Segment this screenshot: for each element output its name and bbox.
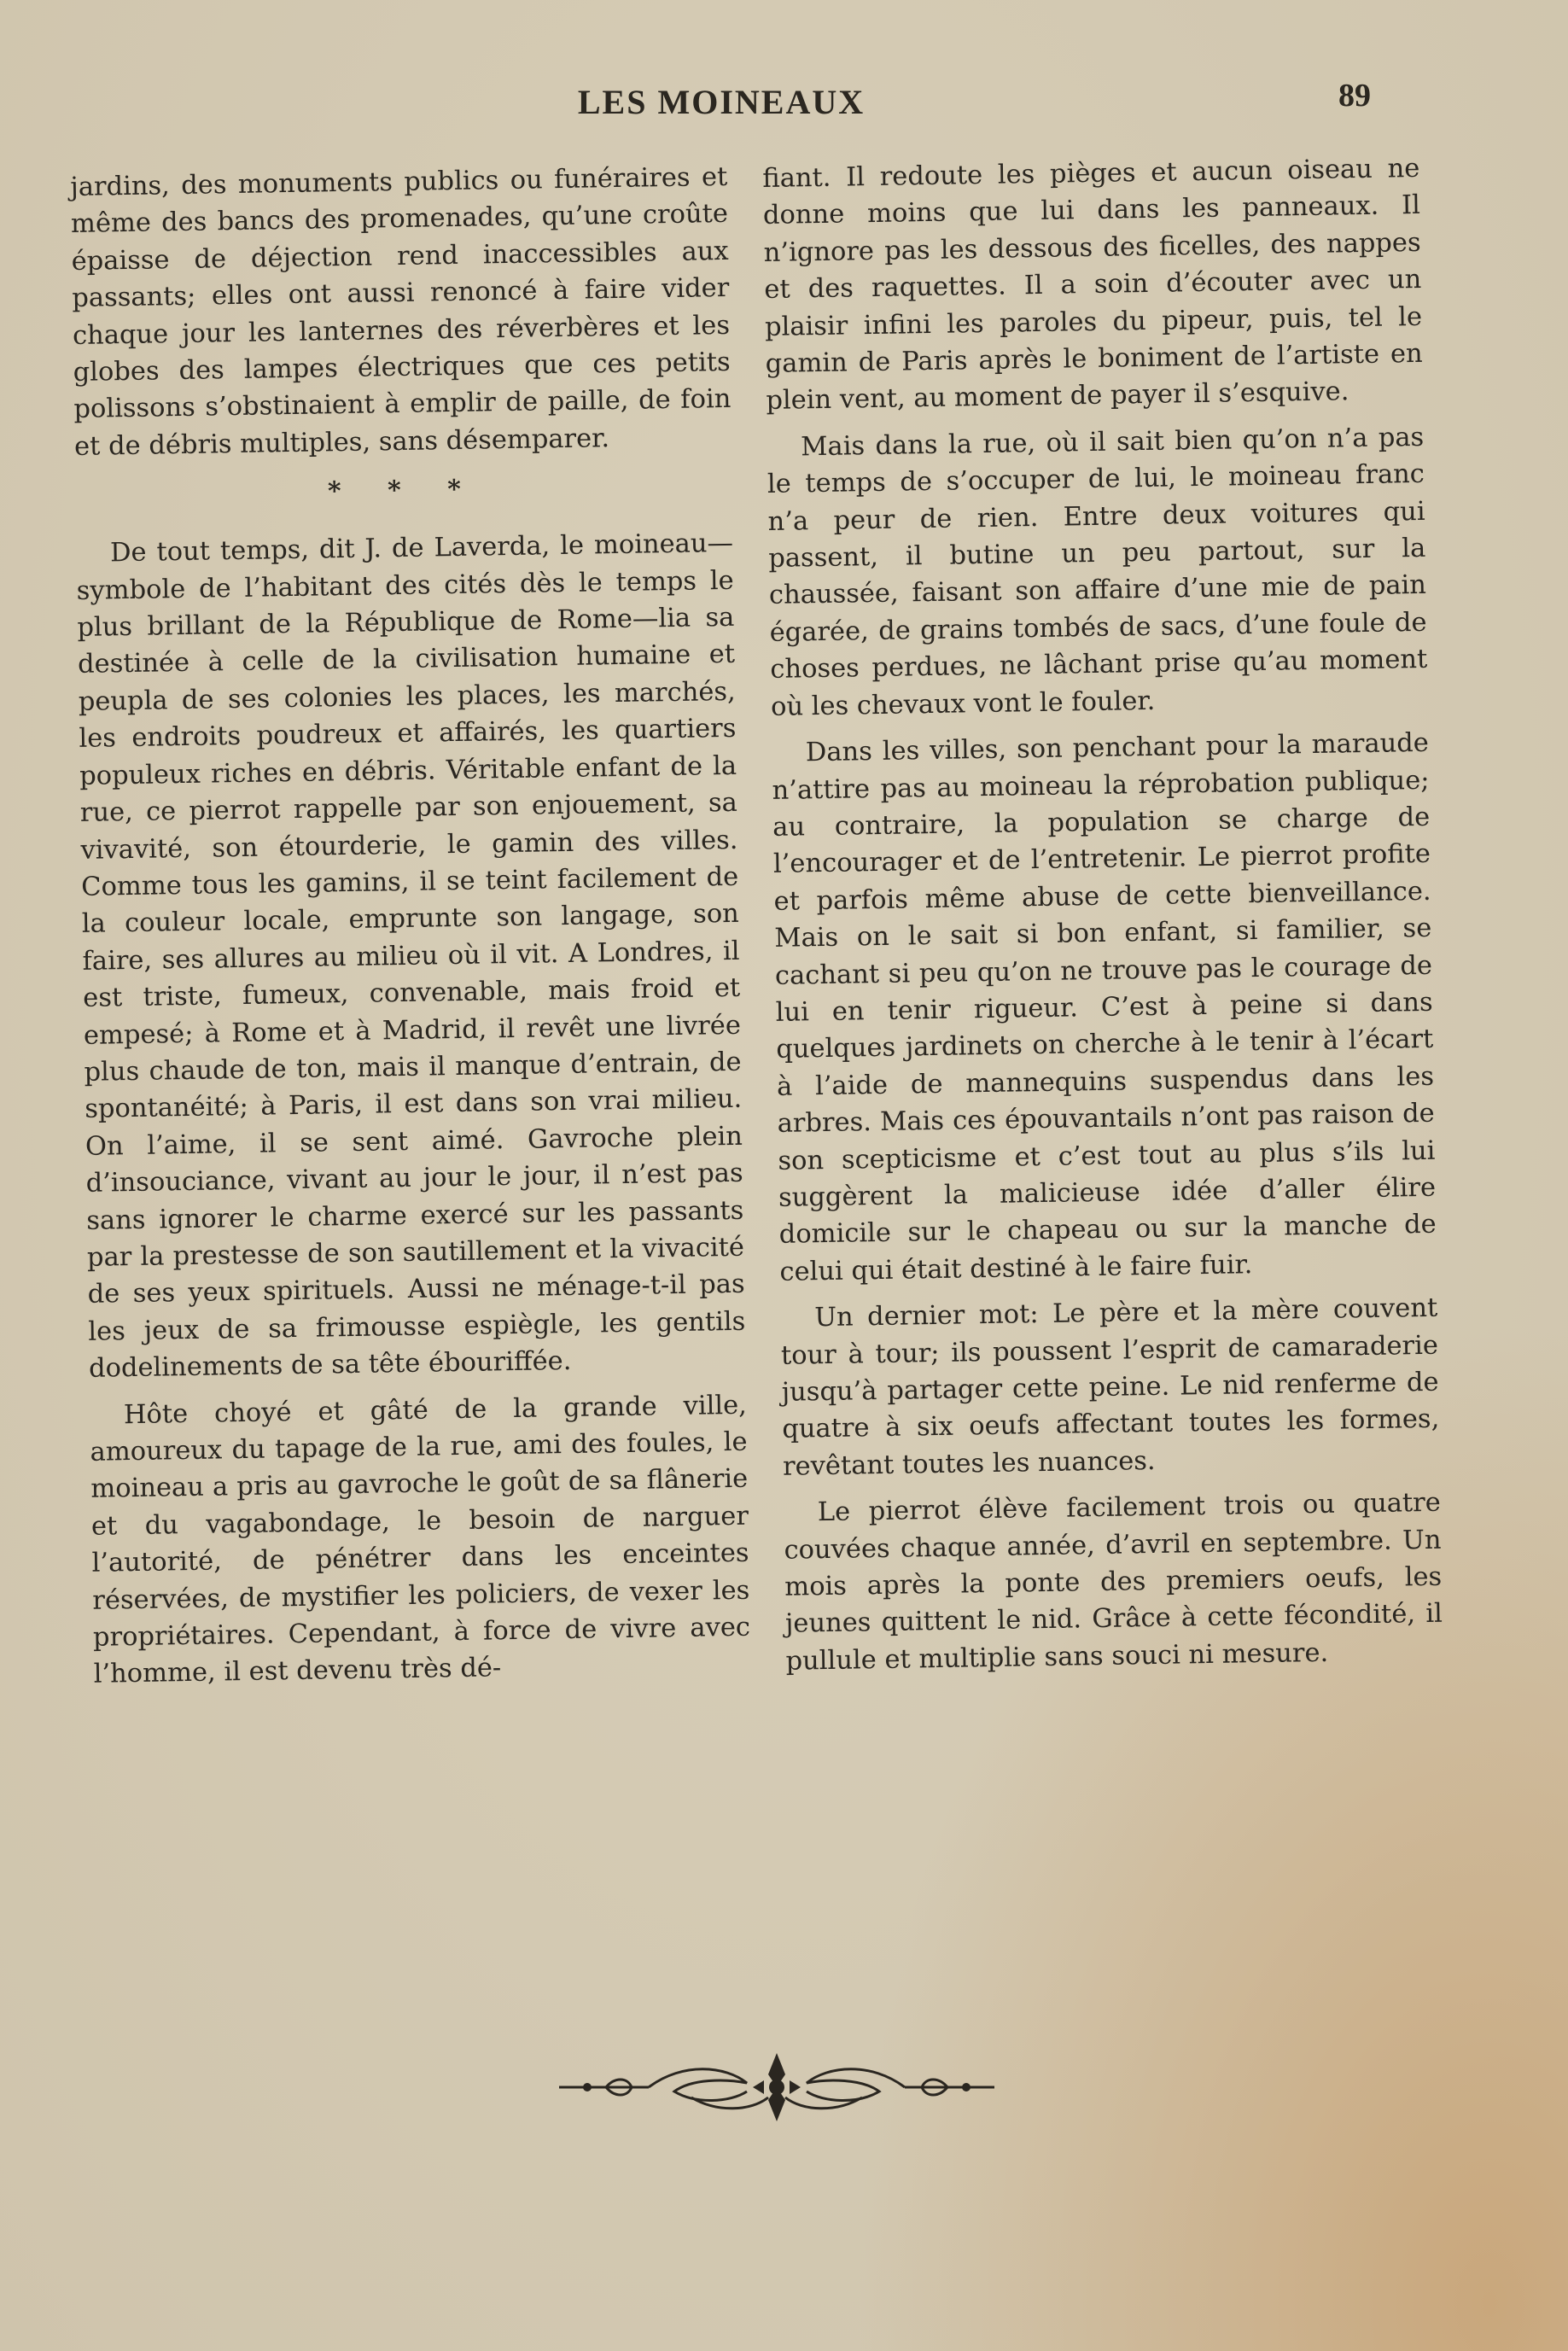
ornament-icon (555, 2045, 999, 2130)
paragraph: Hôte choyé et gâté de la grande ville, amoureux du tapage de la rue, ami des foules, le moineau a pris au gavroche le goût de sa flânerie et du vagabondage, le besoin de narguer l’autorité, de pénétrer dans les enceintes réservées, de mystifier les policiers, de vexer les propriétaires. Cependant, à force de vivre avec l’homme, il est devenu très dé- (90, 1390, 751, 1690)
section-separator: * * * (327, 474, 481, 507)
paragraph: fiant. Il redoute les pièges et aucun oiseau ne donne moins que lui dans les panneaux. Il n’ignore pas les dessous des ficelles, des nappes et des raquettes. Il a soin d’écouter avec un plaisir infini les paroles du pipeur, puis, tel le gamin de Paris après le boniment de l’artiste en plein vent, au moment de payer il s’esquive. (762, 153, 1423, 417)
running-title: LES MOINEAUX (577, 83, 866, 121)
right-column (762, 150, 1443, 1689)
paragraph: Dans les villes, son penchant pour la maraude n’attire pas au moineau la réprobation publique; au contraire, la population se charge de l’encourager et de l’entretenir. Le pierrot profite et parfois même abuse de cette bienveillance. Mais on le sait si bon enfant, si familier, se cachant si peu qu’on ne trouve pas le courage de lui en tenir rigueur. C’est à peine si dans quelques jardinets on cherche à le tenir à l’écart à l’aide de mannequins suspendus dans les arbres. Mais ces épouvantails n’ont pas raison de son scepticisme et c’est tout au plus s’ils lui suggèrent la malicieuse idée d’aller élire domicile sur le chapeau ou sur la manche de celui qui était destiné à le faire fuir. (772, 727, 1437, 1287)
page-number: 89 (1338, 78, 1371, 114)
paragraph: Un dernier mot: Le père et la mère couvent tour à tour; ils poussent l’esprit de camaraderie jusqu’à partager cette peine. Le nid renferme de quatre à six oeufs affectant toutes les formes, revêtant toutes les nuances. (780, 1292, 1440, 1482)
paragraph: De tout temps, dit J. de Laverda, le moineau—symbole de l’habitant des cités dès le temps le plus brillant de la République de Rome—lia sa destinée à celle de la civilisation humaine et peupla de ses colonies les places, les marchés, les endroits poudreux et affairés, les quartiers populeux riches en débris. Véritable enfant de la rue, ce pierrot rappelle par son enjouement, sa vivavité, son étourderie, le gamin des villes. Comme tous les gamins, il se teint facilement de la couleur locale, emprunte son langage, son faire, ses allures au milieu où il vit. A Londres, il est triste, fumeux, convenable, mais froid et empesé; à Rome et à Madrid, il revêt une livrée plus chaude de ton, mais il manque d’entrain, de spontanéité; à Paris, il est dans son vrai milieu. On l’aime, il se sent aimé. Gavroche plein d’insouciance, vivant au jour le jour, il n’est pas sans ignorer le charme exercé sur les passants par la prestesse de son sautillement et la vivacité de ses yeux spirituels. Aussi ne ménage-t-il pas les jeux de sa frimousse espiègle, les gentils dodelinements de sa tête ébouriffée. (76, 528, 746, 1385)
left-column (70, 159, 751, 1703)
paragraph: Mais dans la rue, où il sait bien qu’on n’a pas le temps de s’occuper de lui, le moineau franc n’a peur de rien. Entre deux voitures qui passent, il butine un peu partout, sur la chaussée, faisant son affaire d’une mie de pain égarée, de grains tombés de sacs, d’une foule de choses perdues, ne lâchant prise qu’au moment où les chevaux vont le fouler. (767, 422, 1428, 722)
paragraph: jardins, des monuments publics ou funéraires et même des bancs des promenades, qu’une croûte épaisse de déjection rend inaccessibles aux passants; elles ont aussi renoncé à faire vider chaque jour les lanternes des réverbères et les globes des lampes électriques que ces petits polissons s’obstinaient à emplir de paille, de foin et de débris multiples, sans désemparer. (70, 161, 732, 462)
paragraph: Le pierrot élève facilement trois ou quatre couvées chaque année, d’avril en septembre. Un mois après la ponte des premiers oeufs, les jeunes quittent le nid. Grâce à cette fécondité, il pullule et multiplie sans souci ni mesure. (784, 1487, 1443, 1677)
